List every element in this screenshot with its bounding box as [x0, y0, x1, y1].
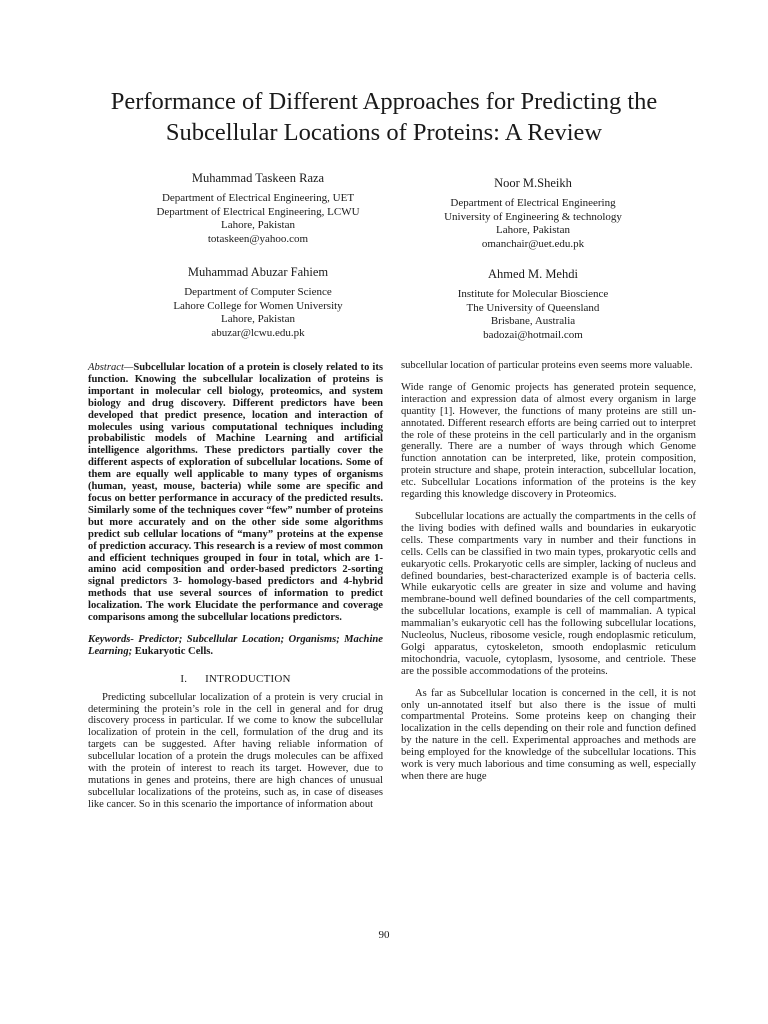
author-affiliation: The University of Queensland: [466, 301, 600, 314]
author-location: Lahore, Pakistan: [221, 219, 295, 232]
author-email: totaskeen@yahoo.com: [207, 232, 309, 245]
author-email: badozai@hotmail.com: [483, 328, 583, 341]
author-name: Noor M.Sheikh: [494, 176, 572, 190]
abstract: [88, 362, 383, 624]
author-name: Ahmed M. Mehdi: [488, 267, 578, 281]
body-paragraph: Wide range of Genomic projects has generated protein sequence, interaction and expression data of almost every organism in large quantity [1]. However, the functions of many proteins are still un-annotated. Different research efforts are being carried out to interpret the role of these proteins in the cell particularly and in the organism generally. There are a number of ways through which Genome function annotation can be interpreted, like, protein composition, protein structure and shape, protein interaction, subcellular location, etc. Subcellular Locations information of the proteins is the key regarding this knowledge discovery in Proteomics.: [401, 381, 696, 501]
keywords-text: Keywords- Predictor; Subcellular Location; Organisms; Machine Learning;: [88, 633, 383, 657]
author-affiliation: Department of Electrical Engineering, LCWU: [156, 205, 360, 218]
author-affiliation: Department of Electrical Engineering, UET: [161, 192, 355, 204]
author-affiliation: Lahore College for Women University: [173, 299, 343, 312]
section-heading: [88, 674, 383, 686]
author-email: omanchair@uet.edu.pk: [481, 237, 585, 250]
abstract-lead: Abstract—: [88, 362, 134, 373]
author-name: Muhammad Abuzar Fahiem: [187, 265, 329, 279]
paper-title: Performance of Different Approaches for Predicting the Subcellular Locations of Proteins: A Review: [110, 88, 658, 146]
abstract-body: Subcellular location of a protein is closely related to its function. Knowing the subcellular localization of proteins is important in molecular cell biology, proteomics, and system biology and drug discovery. Different predictors have been developed that predict presence, location and interaction of molecules using various computational techniques including probabilistic models of Machine Learning and artificial intelligence algorithms. These predictors partially cover the different aspects of exploration of subcellular locations. Some of them are equally well applicable to many types of organisms (human, yeast, mouse, bacteria) while some are specific and focus on better performance in accuracy of the predicted results. Similarly some of the techniques cover “few” number of proteins but more accurately and on the other side some algorithms predict sub cellular locations of “many” proteins at the expense of prediction accuracy. This research is a review of most common and efficient techniques grouped in four in total, which are 1-amino acid composition and order-based predictors 2-sorting signal predictors 3- homology-based predictors and 4-hybrid methods that use several sources of information to predict localization. The work Elucidate the performance and coverage comparisons among the subcellular locations predictors.: [88, 362, 383, 624]
author-location: Lahore, Pakistan: [496, 224, 570, 237]
section-title: INTRODUCTION: [205, 672, 291, 685]
body-paragraph: subcellular location of particular proteins even seems more valuable.: [401, 360, 693, 371]
left-column: [88, 362, 383, 821]
page-number: 90: [378, 929, 390, 941]
body-paragraph: Subcellular locations are actually the compartments in the cells of the living bodies with defined walls and boundaries in eukaryotic cells. These compartments vary in number and their functions in cells. Cells can be classified in two main types, prokaryotic cells and eukaryotic cells. Prokaryotic cells are simpler, lacking of nucleus and defined boundaries, best-characterized example is of bacteria cells. While eukaryotic cells are greater in size and volume and having membrane-bound well defined boundaries of the cell compartments, the subcellular locations, example is cell of mammalian. A typical mammalian’s eukaryotic cell has the following subcellular locations, Nucleolus, Nucleus, ribosome vesicle, rough endoplasmic reticulum, Golgi apparatus, cytoskeleton, smooth endoplasmic reticulum mitochondria, vacuole, cytoplasm, lysosome, and centriole. These are the possible accommodations of the proteins.: [401, 510, 696, 677]
author-location: Lahore, Pakistan: [221, 313, 295, 326]
body-paragraph: As far as Subcellular location is concerned in the cell, it is not only un-annotated itself but also there is the issue of multi compartmental Proteins. Some proteins keep on changing their localization in the cells depending on their role and function defined by the nature in the cell. Experimental approaches and methods are being employed for the knowledge of the subcellular locations. This work is very much laborious and time consuming as well, especially when there are huge: [401, 687, 696, 782]
author-affiliation: Department of Computer Science: [184, 286, 332, 298]
author-block-3: [108, 264, 408, 340]
body-paragraph: Predicting subcellular localization of a protein is very crucial in determining the protein’s role in the cell in general and for drug discovery process in particular. If we come to know the subcellular localization of protein in the cell, formulation of the drug and its targets can be suggested. After having reliable information of subcellular location of a protein the drugs molecules can be affixed with the protein of interest to reach its target. However, due to mutations in genes and proteins, there are high chances of unusual subcellular localizations of the proteins, such as, in case of diseases like cancer. So in this scenario the importance of information about: [88, 691, 383, 810]
author-block-1: [108, 170, 408, 246]
author-block-2: [383, 175, 683, 251]
author-block-4: [383, 266, 683, 342]
author-name: Muhammad Taskeen Raza: [191, 171, 325, 185]
keywords: [88, 634, 383, 658]
author-email: abuzar@lcwu.edu.pk: [211, 326, 305, 339]
right-column: [401, 360, 696, 793]
section-number: I.: [180, 672, 188, 685]
author-location: Brisbane, Australia: [490, 315, 576, 328]
author-affiliation: University of Engineering & technology: [444, 210, 622, 223]
keywords-tail: Eukaryotic Cells.: [134, 645, 214, 657]
author-affiliation: Institute for Molecular Bioscience: [457, 288, 609, 300]
author-affiliation: Department of Electrical Engineering: [450, 197, 616, 209]
